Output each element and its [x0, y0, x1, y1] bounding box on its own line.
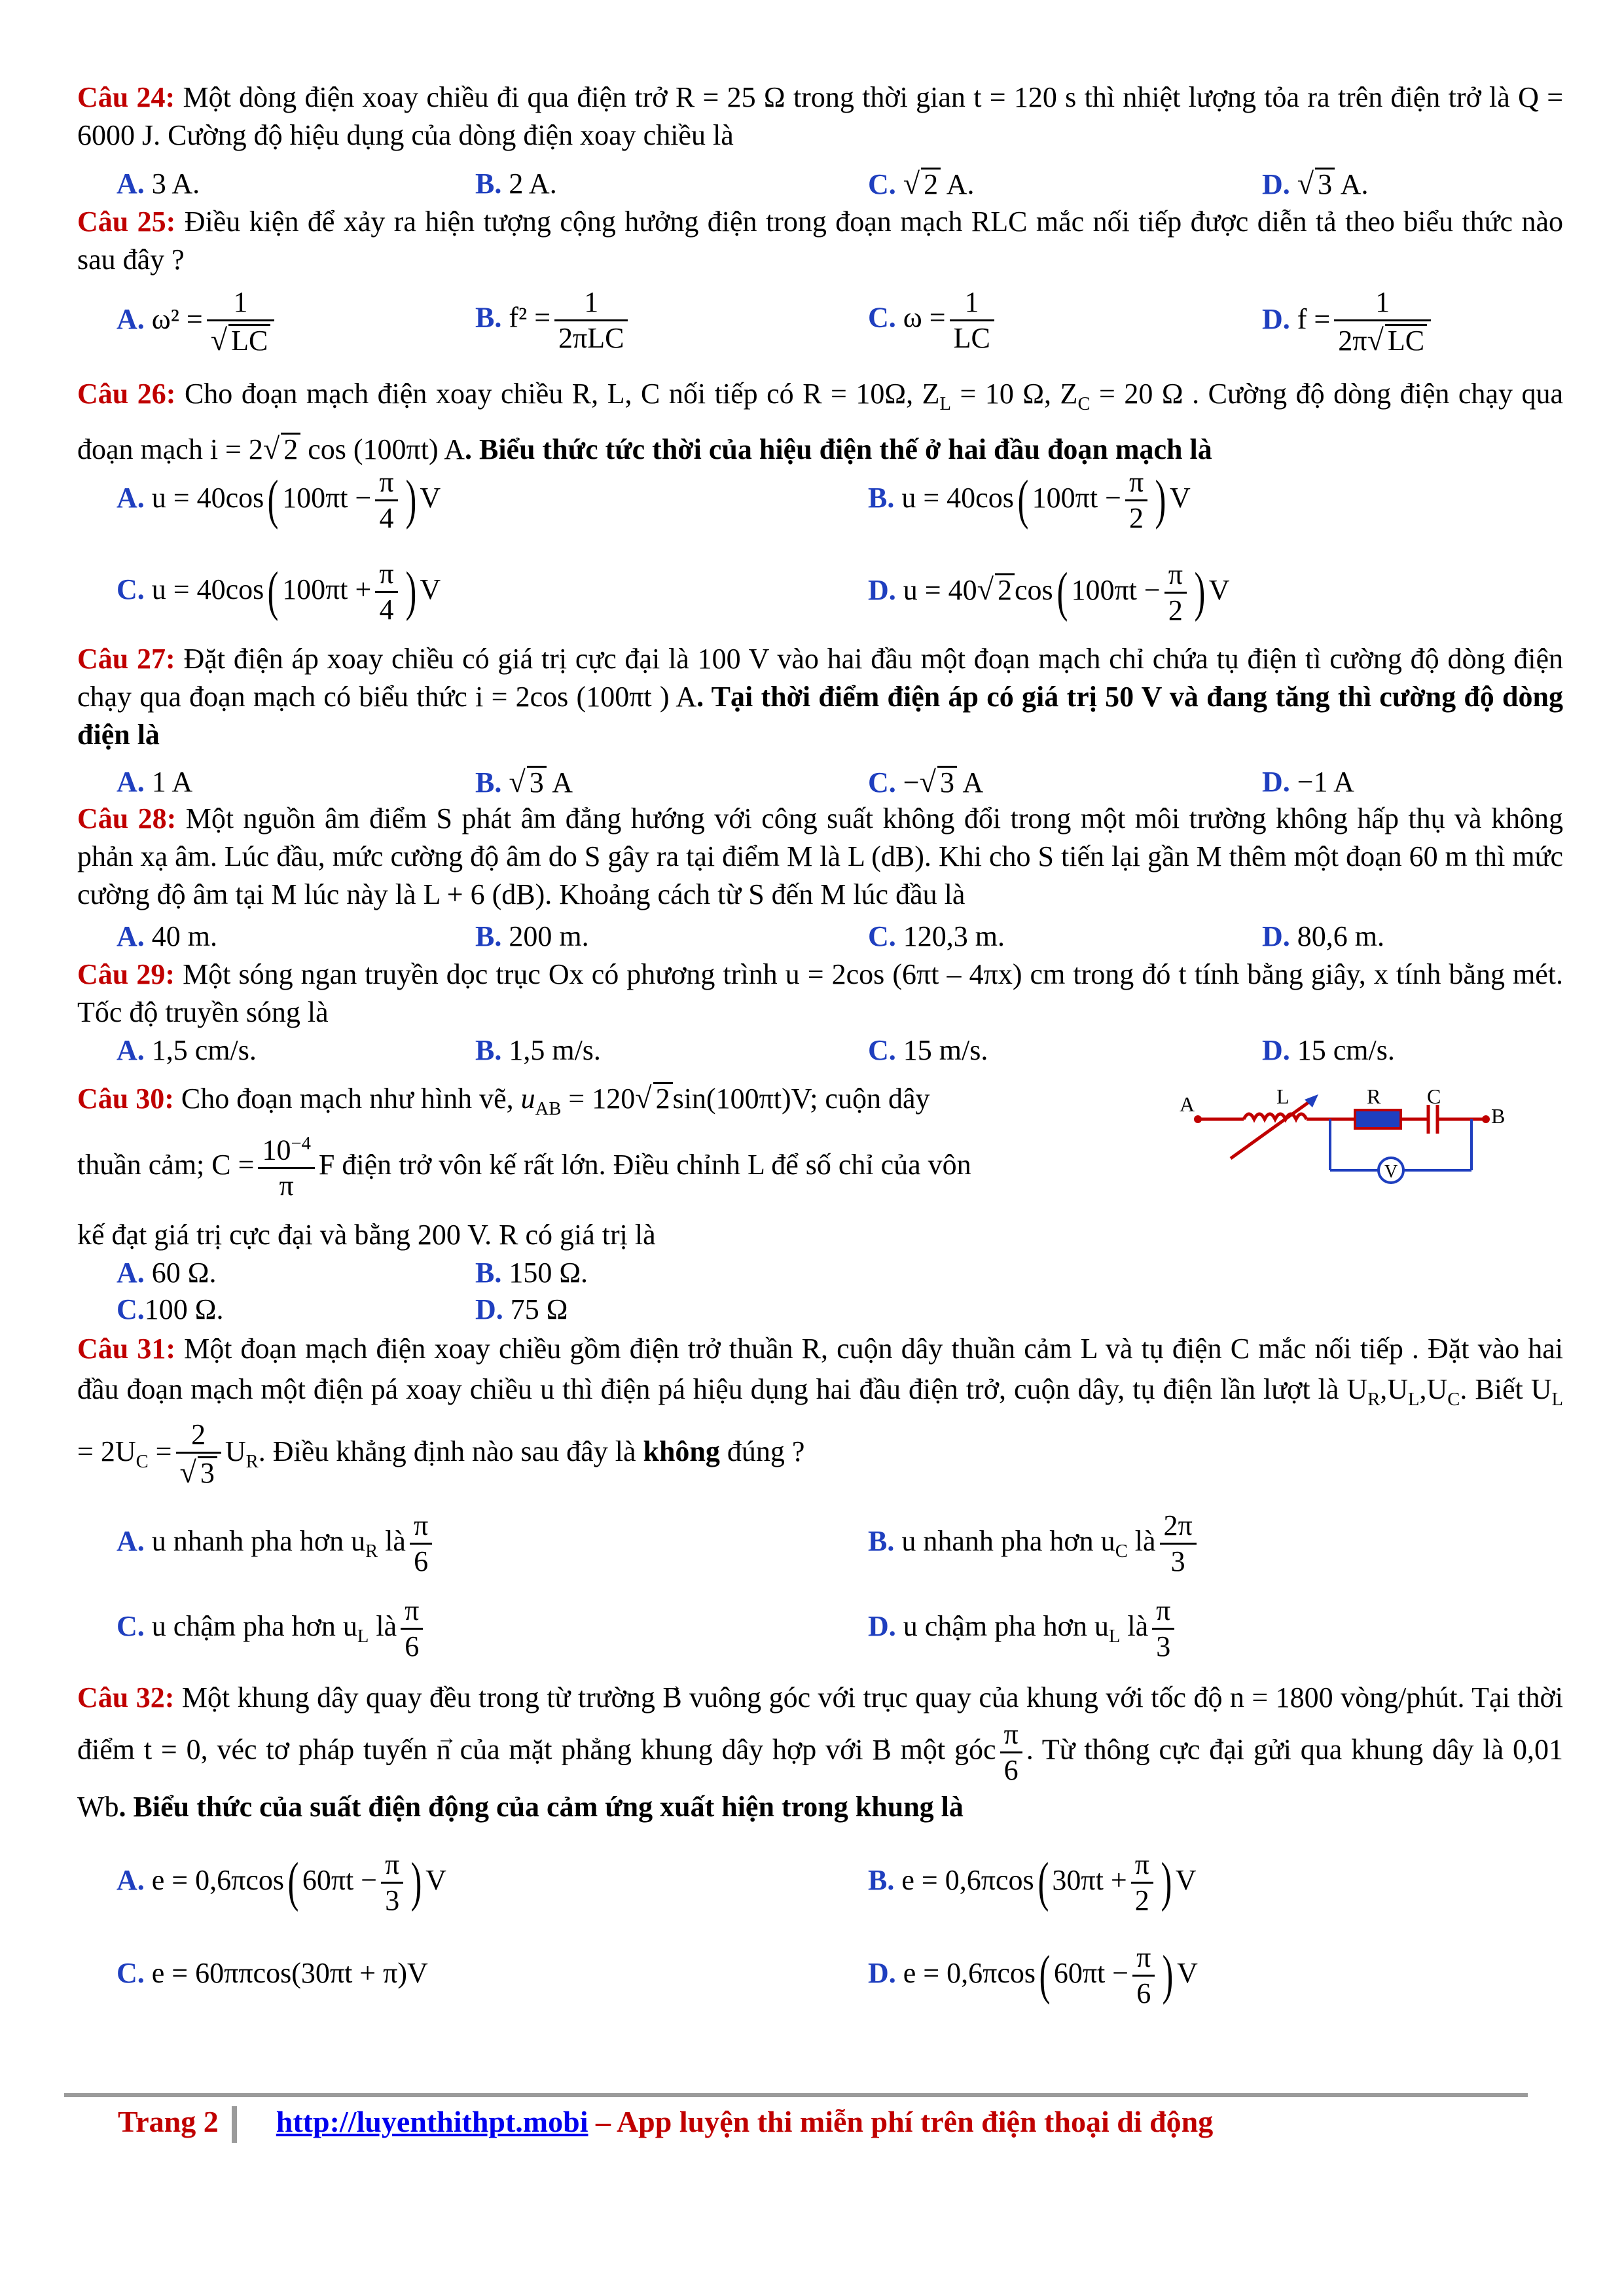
question-label: Câu 31:: [77, 1333, 175, 1365]
option-c[interactable]: C. 120,3 m.: [868, 920, 1005, 952]
option-d[interactable]: D. 80,6 m.: [1262, 920, 1385, 952]
option-d[interactable]: D. u = 40√ 2cos( 100πt − $\frac{\pi}{2}$ ) V: [868, 558, 1230, 627]
page-number: Trang 2: [118, 2105, 219, 2138]
question-27: Câu 27: Đặt điện áp xoay chiều có giá trị cực đại là 100 V vào hai đầu một đoạn mạch chỉ chứa tụ điện tì cường độ dòng điện chạy qua đoạn mạch có biểu thức i = 2cos (100πt ) A. Tại thời điểm điện áp có giá trị 50 V và đang tăng thì cường độ dòng điện là: [77, 643, 1564, 751]
question-30: Câu 30: Cho đoạn mạch như hình vẽ, $u_{AB} = 120√$ 2sin(100πt)V; cuộn dây: [77, 1081, 930, 1119]
question-26: Câu 26: Cho đoạn mạch điện xoay chiều R, L, C nối tiếp có R = 10Ω, $Z_L = 10$ Ω, $Z_C = 20$ Ω . Cường độ dòng điện chạy qua đoạn mạch i = 2√ 2 cos (100πt) A. Biểu thức tức thời của hiệu điện thế ở hai đầu đoạn mạch là: [77, 378, 1564, 465]
question-label: Câu 28:: [77, 802, 177, 834]
node-b-label: B: [1491, 1104, 1506, 1128]
question-text: Một dòng điện xoay chiều đi qua điện trở R = 25 Ω trong thời gian t = 120 s thì nhiệt lượng tỏa ra trên điện trở là Q = 6000 J. Cường độ hiệu dụng của dòng điện xoay chiều là: [77, 81, 1564, 151]
question-24: [77, 79, 1563, 154]
option-b[interactable]: B. e = 0,6πcos( 30πt + $\frac{\pi}{2}$ ) V: [868, 1848, 1197, 1917]
option-d[interactable]: D. u chậm pha hơn $u_L$ là $\frac{\pi}{3}$: [868, 1590, 1178, 1673]
option-b[interactable]: B. 2 A.: [475, 168, 557, 200]
options-26-row2: [117, 554, 1563, 626]
option-d[interactable]: D. −1 A: [1262, 766, 1354, 798]
option-d[interactable]: D. e = 0,6πcos( 60πt − $\frac{\pi}{6}$ ) V: [868, 1941, 1198, 2010]
options-26-row1: [117, 462, 1563, 534]
options-32-row1: [117, 1844, 1563, 1916]
question-text: Điều kiện để xảy ra hiện tượng cộng hưởng điện trong đoạn mạch RLC mắc nối tiếp được diễn tả theo biểu thức nào sau đây ?: [77, 206, 1563, 276]
option-a[interactable]: A. 1 A: [117, 766, 193, 798]
option-b[interactable]: B. 1,5 m/s.: [475, 1034, 601, 1066]
circuit-diagram: [1178, 1080, 1519, 1204]
option-d[interactable]: D. f = $\frac{1}{2\pi√ LC}$: [1262, 288, 1435, 356]
option-b[interactable]: B. u nhanh pha hơn $u_C$ là $\frac{2\pi}{3}$: [868, 1505, 1200, 1588]
option-b[interactable]: B. u = 40cos( 100πt − $\frac{\pi}{2}$ ) V: [868, 466, 1191, 535]
option-a[interactable]: A. 60 Ω.: [117, 1257, 217, 1289]
footer-rule: [64, 2093, 1528, 2097]
option-c[interactable]: C. ω = $\frac{1}{LC}$: [868, 288, 998, 353]
options-31-row1: [117, 1505, 1563, 1577]
site-link[interactable]: http://luyenthithpt.mobi: [276, 2105, 588, 2138]
question-30-line2: thuần cảm; C = $\frac{10^{-4}}{\pi}$ F điện trở vôn kế rất lớn. Điều chỉnh L để số chỉ của vôn: [77, 1133, 971, 1202]
option-c[interactable]: C. √ 2 A.: [868, 167, 975, 200]
option-a[interactable]: A. ω² = $\frac{1}{√ LC}$: [117, 288, 278, 356]
footer-tagline: – App luyện thi miễn phí trên điện thoại di động: [588, 2105, 1214, 2138]
question-28: Câu 28: Một nguồn âm điểm S phát âm đẳng hướng với công suất không đổi trong một môi trường không hấp thụ và không phản xạ âm. Lúc đầu, mức cường độ âm do S gây ra tại điểm M là L (dB). Khi cho S tiến lại gần M thêm một đoạn 60 m thì mức cường độ âm tại M lúc này là L + 6 (dB). Khoảng cách từ S đến M lúc đầu là: [77, 802, 1563, 910]
question-29: Câu 29: Một sóng ngan truyền dọc trục Ox có phương trình u = 2cos (6πt – 4πx) cm trong đó t tính bằng giây, x tính bằng mét. Tốc độ truyền sóng là: [77, 958, 1563, 1028]
question-label: Câu 30:: [77, 1083, 174, 1115]
option-b[interactable]: B. 150 Ω.: [475, 1257, 588, 1289]
question-label: Câu 24:: [77, 81, 175, 113]
options-32-row2: [117, 1937, 1563, 2009]
circuit-wiring: [1198, 1100, 1486, 1158]
resistor-icon: [1355, 1110, 1401, 1128]
voltmeter-label: V: [1384, 1162, 1398, 1182]
options-31-row2: [117, 1590, 1563, 1662]
option-c[interactable]: C. e = 60ππcos(30πt + π)V: [117, 1957, 428, 1989]
question-label: Câu 27:: [77, 643, 175, 675]
question-25: [77, 203, 1563, 279]
option-c[interactable]: C.100 Ω.: [117, 1293, 224, 1325]
option-d[interactable]: D. 75 Ω: [475, 1293, 568, 1325]
question-label: Câu 26:: [77, 378, 176, 410]
question-31: Câu 31: Một đoạn mạch điện xoay chiều gồm điện trở thuần R, cuộn dây thuần cảm L và tụ điện C mắc nối tiếp . Đặt vào hai đầu đoạn mạch một điện pá xoay chiều u thì điện pá hiệu dụng hai đầu điện trở, cuộn dây, tụ điện lần lượt là $U_R,U_L,U_C$. Biết $U_L = 2U_C$ = $\frac{2}{√ 3}$ $U_R$. Điều khẳng định nào sau đây là không đúng ?: [77, 1333, 1564, 1489]
option-d[interactable]: D. √ 3 A.: [1262, 167, 1369, 200]
resistor-label: R: [1367, 1085, 1381, 1108]
option-a[interactable]: A. 1,5 cm/s.: [117, 1034, 257, 1066]
option-a[interactable]: A. 3 A.: [117, 168, 200, 200]
option-b[interactable]: B. 200 m.: [475, 920, 589, 952]
option-a[interactable]: A. u nhanh pha hơn $u_R$ là $\frac{\pi}{6}$: [117, 1505, 436, 1588]
option-a[interactable]: A. 40 m.: [117, 920, 218, 952]
capacitor-label: C: [1427, 1085, 1441, 1108]
node-a-label: A: [1180, 1092, 1195, 1116]
footer: [118, 2104, 1213, 2143]
question-30-line3: kế đạt giá trị cực đại và bằng 200 V. R có giá trị là: [77, 1219, 656, 1251]
option-c[interactable]: C. 15 m/s.: [868, 1034, 988, 1066]
option-a[interactable]: A. e = 0,6πcos( 60πt − $\frac{\pi}{3}$ ) V: [117, 1848, 446, 1917]
option-d[interactable]: D. 15 cm/s.: [1262, 1034, 1395, 1066]
question-label: Câu 29:: [77, 958, 175, 990]
option-a[interactable]: A. u = 40cos( 100πt − $\frac{\pi}{4}$ ) V: [117, 466, 441, 535]
option-b[interactable]: B. f² = $\frac{1}{\text{2πLC}}$: [475, 288, 632, 353]
footer-separator: [232, 2106, 237, 2143]
option-c[interactable]: C. u chậm pha hơn $u_L$ là $\frac{\pi}{6}$: [117, 1590, 427, 1673]
question-32: Câu 32: Một khung dây quay đều trong từ trường → B vuông góc với trục quay của khung với tốc độ n = 1800 vòng/phút. Tại thời điểm t = 0, véc tơ pháp tuyến → n của mặt phẳng khung dây hợp với → B một góc $\frac{\pi}{6}$ . Từ thông cực đại gửi qua khung dây là 0,01 Wb. Biểu thức của suất điện động của cảm ứng xuất hiện trong khung là: [77, 1676, 1563, 1829]
option-b[interactable]: B. √ 3 A: [475, 765, 573, 798]
question-label: Câu 25:: [77, 206, 176, 238]
question-label: Câu 32:: [77, 1681, 175, 1713]
inductor-label: L: [1276, 1085, 1290, 1108]
option-c[interactable]: C. −√ 3 A: [868, 765, 984, 798]
option-c[interactable]: C. u = 40cos( 100πt + $\frac{\pi}{4}$ ) V: [117, 558, 441, 626]
